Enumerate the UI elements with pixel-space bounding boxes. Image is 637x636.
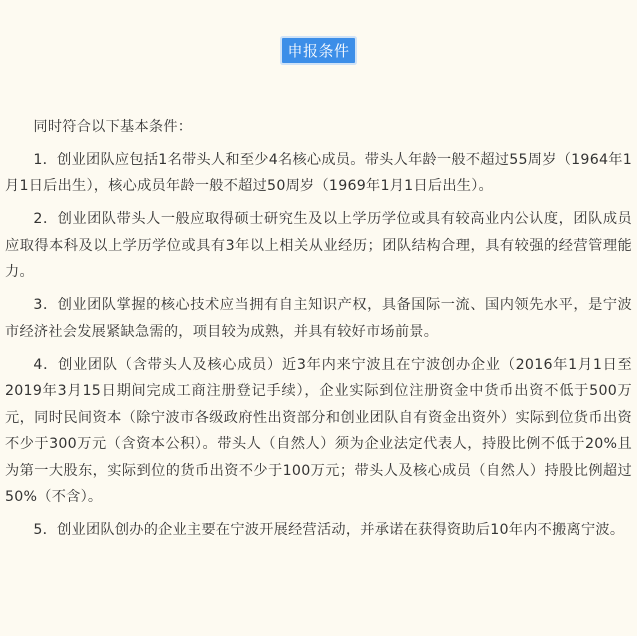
article-body [5, 114, 632, 550]
condition-paragraph-2: 2．创业团队带头人一般应取得硕士研究生及以上学历学位或具有较高业内公认度，团队成员应取得本科及以上学历学位或具有3年以上相关从业经历；团队结构合理，具有较强的经营管理能力。 [5, 211, 632, 281]
heading-container [0, 38, 637, 63]
condition-paragraph-5: 5．创业团队创办的企业主要在宁波开展经营活动，并承诺在获得资助后10年内不搬离宁波。 [33, 522, 625, 539]
condition-paragraph-1: 1．创业团队应包括1名带头人和至少4名核心成员。带头人年龄一般不超过55周岁（1964年1月1日后出生），核心成员年龄一般不超过50周岁（1969年1月1日后出生）。 [5, 151, 632, 195]
section-heading: 申报条件 [282, 38, 354, 63]
intro-paragraph: 同时符合以下基本条件： [33, 119, 193, 135]
condition-paragraph-3: 3．创业团队掌握的核心技术应当拥有自主知识产权，具备国际一流、国内领先水平，是宁波市经济社会发展紧缺急需的，项目较为成熟，并具有较好市场前景。 [5, 297, 632, 340]
condition-paragraph-4: 4．创业团队（含带头人及核心成员）近3年内来宁波且在宁波创办企业（2016年1月1日至2019年3月15日期间完成工商注册登记手续），企业实际到位注册资金中货币出资不低于500万元，同时民间资本（除宁波市各级政府性出资部分和创业团队自有资金出资外）实际到位货币出资不少于300万元（含资本公积）。带头人（自然人）须为企业法定代表人，持股比例不低于20%且为第一大股东，实际到位的货币出资不少于100万元；带头人及核心成员（自然人）持股比例超过50%（不含）。 [5, 356, 632, 506]
